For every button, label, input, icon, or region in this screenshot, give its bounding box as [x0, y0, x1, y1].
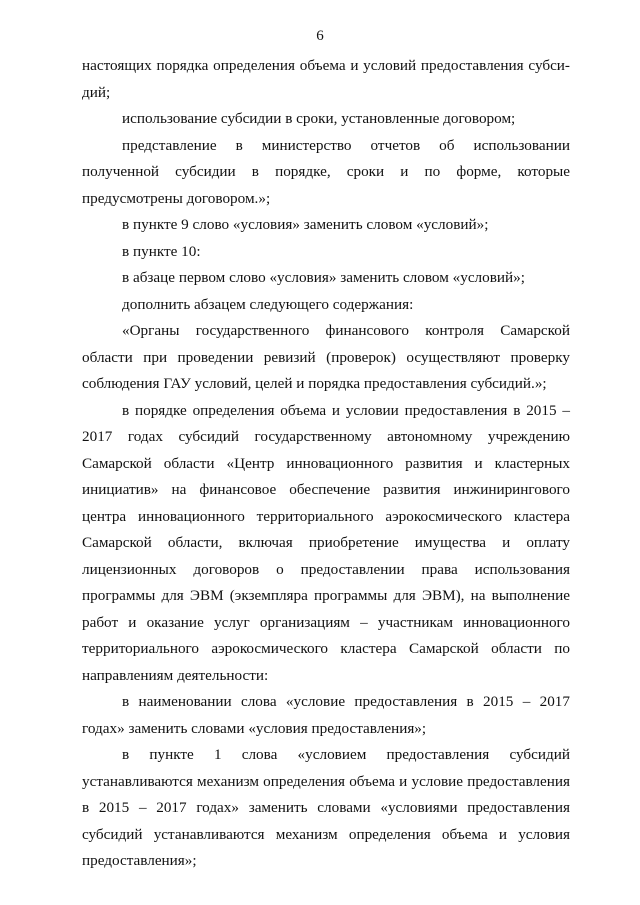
- paragraph: представление в министерство отчетов об использовании полученной субсидии в порядке, сроки и по форме, которые предусмотрены договором.»;: [82, 136, 570, 207]
- paragraph: в пункте 10:: [122, 242, 201, 260]
- paragraph: в наименовании слова «условие предоставления в 2015 – 2017 годах» заменить словами «условия предоставления»;: [82, 693, 570, 737]
- paragraph: в порядке определения объема и условии предоставления в 2015 – 2017 годах субсидий государственному автономному учреждению Самарской области «Центр инновационного развития и кластерных инициатив» на финансовое обеспечение развития инжинирингового центра инновационного территориального аэрокосмического кластера Самарской области, включая приобретение имущества и оплату лицензионных договоров о предоставлении права использования программы для ЭВМ (экземпляра программы для ЭВМ), на выполнение работ и оказание услуг организациям – участникам инновационного территориального аэрокосмического кластера Самарской области по направлениям деятельности:: [82, 401, 570, 684]
- paragraph: в пункте 9 слово «условия» заменить словом «условий»;: [122, 216, 489, 233]
- paragraph: использование субсидии в сроки, установленные договором;: [122, 110, 516, 127]
- paragraph: «Органы государственного финансового контроля Самарской области при проведении ревизий (проверок) осуществляют проверку соблюдения ГАУ условий, целей и порядка предоставления субсидий.»;: [82, 322, 570, 392]
- page-number: 6: [316, 28, 324, 44]
- paragraph: настоящих порядка определения объема и условий предоставления субси-дий;: [82, 57, 570, 101]
- paragraph: в абзаце первом слово «условия» заменить словом «условий»;: [122, 269, 525, 286]
- paragraph: дополнить абзацем следующего содержания:: [122, 295, 414, 313]
- paragraph: в пункте 1 слова «условием предоставления субсидий устанавливаются механизм определения объема и условие предоставления в 2015 – 2017 годах» заменить словами «условиями предоставления субсидий устанавливаются механизм определения объема и условия предоставления»;: [82, 746, 570, 869]
- document-body: [82, 53, 570, 875]
